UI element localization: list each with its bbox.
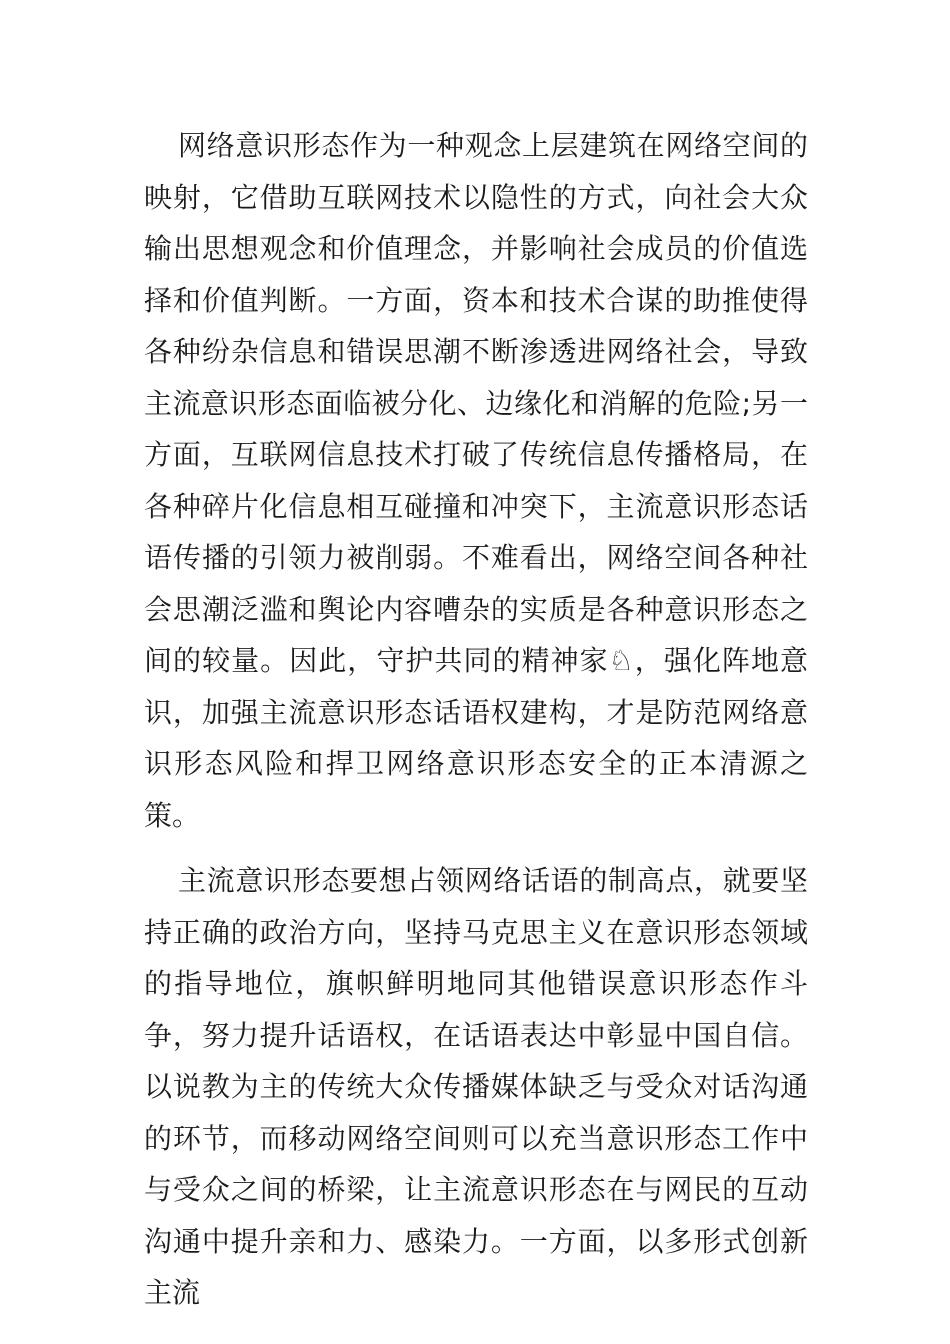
paragraph-2: 主流意识形态要想占领网络话语的制高点，就要坚持正确的政治方向，坚持马克思主义在意识形态领域的指导地位，旗帜鲜明地同其他错误意识形态作斗争，努力提升话语权，在话语表达中彰显中国自信。以说教为主的传统大众传播媒体缺乏与受众对话沟通的环节，而移动网络空间则可以充当意识形态工作中与受众之间的桥梁，让主流意识形态在与网民的互动沟通中提升亲和力、感染力。一方面，以多形式创新主流 bbox=[144, 864, 808, 1309]
paragraph-1: 网络意识形态作为一种观念上层建筑在网络空间的映射，它借助互联网技术以隐性的方式，向社会大众输出思想观念和价值理念，并影响社会成员的价值选择和价值判断。一方面，资本和技术合谋的助推使得各种纷杂信息和错误思潮不断渗透进网络社会，导致主流意识形态面临被分化、边缘化和消解的危险;另一方面，互联网信息技术打破了传统信息传播格局，在各种碎片化信息相互碰撞和冲突下，主流意识形态话语传播的引领力被削弱。不难看出，网络空间各种社会思潮泛滥和舆论内容嘈杂的实质是各种意识形态之间的较量。因此，守护共同的精神家♘，强化阵地意识，加强主流意识形态话语权建构，才是防范网络意识形态风险和捍卫网络意识形态安全的正本清源之策。 bbox=[144, 129, 808, 832]
document-body bbox=[144, 120, 808, 1319]
